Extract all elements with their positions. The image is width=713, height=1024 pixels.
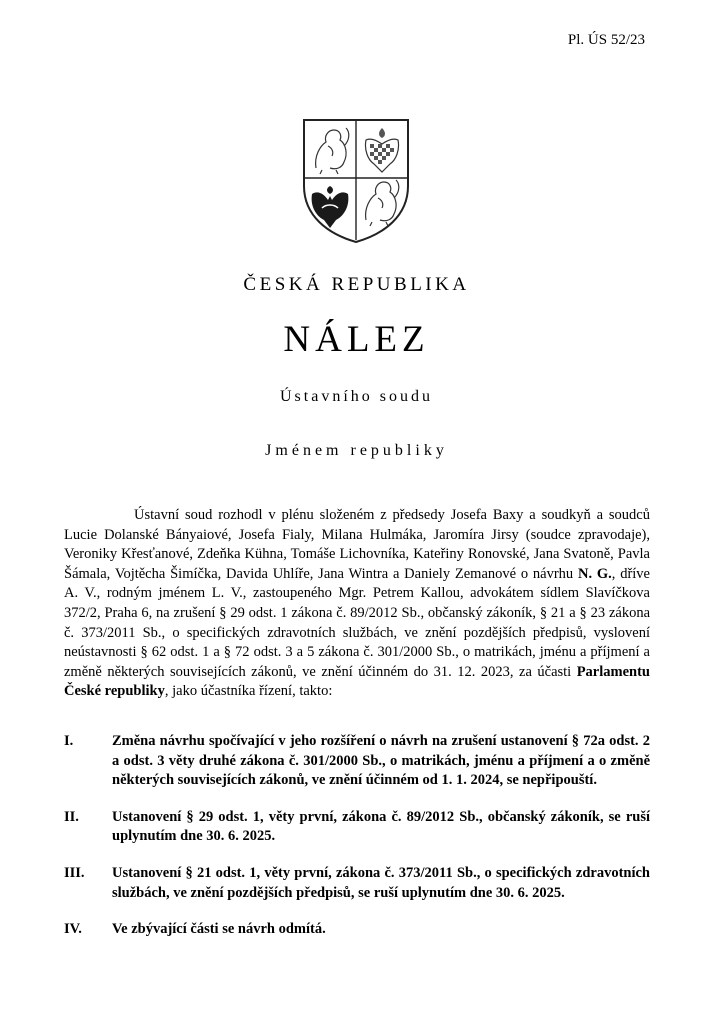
ruling-item: [64, 732, 650, 791]
ruling-item: [64, 920, 650, 940]
ruling-number: IV.: [64, 921, 82, 938]
ruling-number: I.: [64, 733, 74, 749]
rulings-list: [64, 732, 650, 957]
case-number: Pl. ÚS 52/23: [567, 32, 645, 48]
intro-text-2: , dříve A. V., rodným jménem L. V., zastoupeného Mgr. Petrem Kallou, advokátem sídlem Slavíčkova 372/2, Praha 6, na zrušení § 29 odst. 1 zákona č. 89/2012 Sb., občanský zákoník, § 21 a § 23 zákona č. 373/2011 Sb., o specifických zdravotních službách, ve znění pozdějších předpisů, vyslovení neústavnosti § 62 odst. 1 a § 72 odst. 3 a 5 zákona č. 301/2000 Sb., o matrikách, jménu a příjmení a změně některých souvisejících zákonů, ve znění účinném do 31. 12. 2023, za účasti: [64, 565, 650, 680]
intro-paragraph: [64, 506, 650, 702]
ruling-text: Ve zbývající části se návrh odmítá.: [112, 921, 326, 938]
ruling-number: III.: [64, 864, 85, 881]
petitioner-name: N. G.: [577, 565, 612, 582]
verdict-title: NÁLEZ: [283, 319, 430, 360]
intro-text-1: Ústavní soud rozhodl v plénu složeném z předsedy Josefa Baxy a soudkyň a soudců Lucie Dolanské Bányaiové, Josefa Fialy, Milana Hulmáka, Jaromíra Jirsy (soudce zpravodaje), Veroniky Křesťanové, Zdeňka Kühna, Tomáše Lichovníka, Kateřiny Ronovské, Jana Svatoně, Pavla Šámala, Vojtěcha Šimíčka, Davida Uhlíře, Jana Wintra a Daniely Zemanové o návrhu: [64, 507, 650, 582]
ruling-text: Ustanovení § 21 odst. 1, věty první, zákona č. 373/2011 Sb., o specifických zdravotních službách, ve znění pozdějších předpisů, se ruší uplynutím dne 30. 6. 2025.: [112, 864, 650, 901]
ruling-text: Změna návrhu spočívající v jeho rozšíření o návrh na zrušení ustanovení § 72a odst. 2 a odst. 3 věty druhé zákona č. 301/2000 Sb., o matrikách, jménu a příjmení a o změně některých souvisejících zákonů, ve znění účinném od 1. 1. 2024, se nepřipouští.: [112, 733, 650, 789]
in-name-of-republic: Jménem republiky: [265, 442, 448, 459]
ruling-text: Ustanovení § 29 odst. 1, věty první, zákona č. 89/2012 Sb., občanský zákoník, se ruší uplynutím dne 30. 6. 2025.: [112, 808, 650, 845]
ruling-item: [64, 808, 650, 847]
country-heading: ČESKÁ REPUBLIKA: [243, 274, 470, 295]
ruling-number: II.: [64, 808, 79, 825]
ruling-item: [64, 864, 650, 903]
court-name: Ústavního soudu: [280, 388, 433, 405]
intro-text-3: , jako účastníka řízení, takto:: [164, 683, 333, 700]
coat-of-arms-icon: [300, 116, 412, 246]
party-name: Parlamentu České republiky: [64, 663, 650, 700]
